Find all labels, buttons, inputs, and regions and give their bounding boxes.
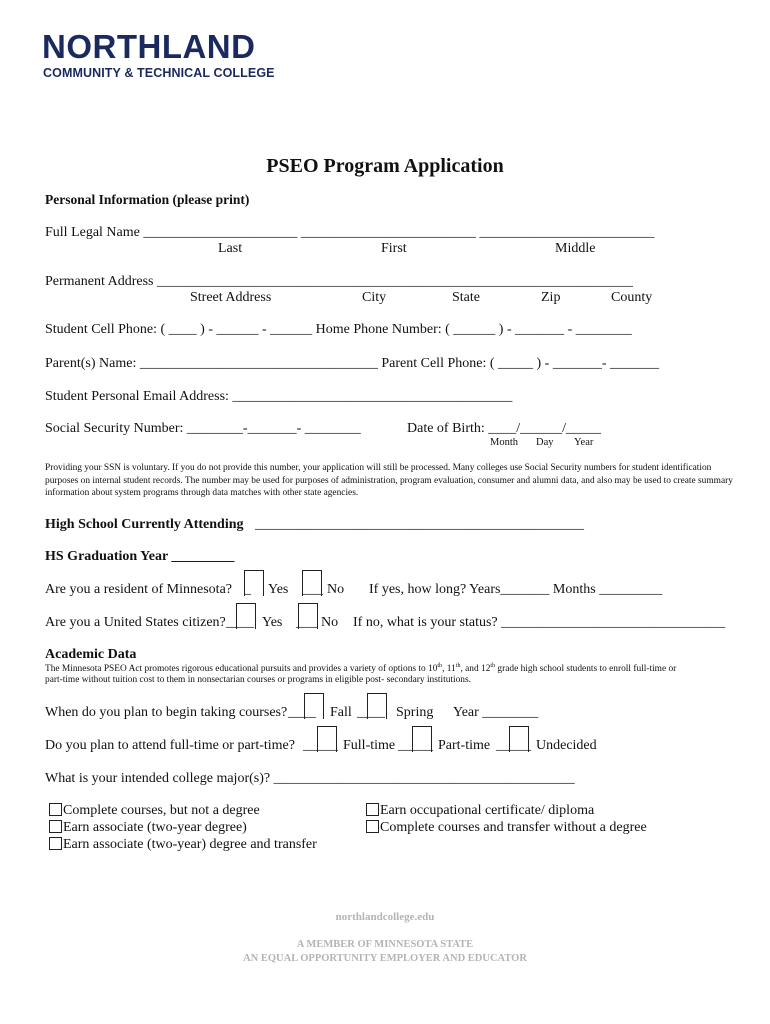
citizen-status-field[interactable]: If no, what is your status? ________________________________ <box>353 615 726 630</box>
resident-no-checkbox[interactable] <box>302 570 322 596</box>
goal-option[interactable]: Complete courses and transfer without a degree <box>366 820 647 836</box>
resident-question: Are you a resident of Minnesota? <box>45 582 232 597</box>
residency-length-field[interactable]: If yes, how long? Years_______ Months _________ <box>369 582 663 597</box>
dob-month-label: Month <box>490 437 519 448</box>
fall-checkbox[interactable] <box>304 693 324 719</box>
spring-label: Spring <box>396 705 434 720</box>
fall-label: Fall <box>330 705 352 720</box>
goal-option[interactable]: Earn associate (two-year) degree and transfer <box>49 837 317 853</box>
resident-no-label: No <box>327 582 345 597</box>
citizen-yes-label: Yes <box>262 615 283 630</box>
first-name-label: First <box>381 241 407 256</box>
city-label: City <box>362 290 387 305</box>
state-label: State <box>452 290 480 305</box>
academic-data-heading: Academic Data <box>45 647 137 662</box>
middle-name-label: Middle <box>555 241 596 256</box>
goal-checkbox[interactable] <box>366 803 379 816</box>
footer-eeo: AN EQUAL OPPORTUNITY EMPLOYER AND EDUCATOR <box>243 953 527 964</box>
goal-option[interactable]: Complete courses, but not a degree <box>49 803 260 819</box>
major-field[interactable]: What is your intended college major(s)? ___________________________________________ <box>45 771 575 786</box>
footer-website: northlandcollege.edu <box>335 911 435 923</box>
citizen-no-checkbox[interactable] <box>298 603 318 629</box>
academic-intro-line2: part-time without tuition cost to them in nonsectarian courses or programs in eligible post- secondary institutions. <box>45 675 471 685</box>
full-time-checkbox[interactable] <box>317 726 337 752</box>
part-time-label: Part-time <box>438 738 491 753</box>
resident-yes-checkbox[interactable] <box>244 570 264 596</box>
graduation-year-field[interactable]: HS Graduation Year _________ <box>45 549 235 564</box>
high-school-field[interactable]: _______________________________________________ <box>255 517 584 532</box>
parent-fields[interactable]: Parent(s) Name: __________________________________ Parent Cell Phone: ( _____ ) - _______- _______ <box>45 356 659 371</box>
start-year-field[interactable]: Year ________ <box>453 705 539 720</box>
part-time-checkbox[interactable] <box>412 726 432 752</box>
address-field[interactable]: Permanent Address ____________________________________________________________________ <box>45 274 633 289</box>
spring-checkbox[interactable] <box>367 693 387 719</box>
ssn-note: Providing your SSN is voluntary. If you do not provide this number, your application will still be processed. Many colleges use Social Security numbers for student identification purposes on internal student records. The number may be used for purposes of administration, program evaluation, consumer and alumni data, and also may be used to create summary information about system programs through data matches with other state agencies. <box>45 463 733 498</box>
goal-checkbox[interactable] <box>49 837 62 850</box>
zip-label: Zip <box>541 290 561 305</box>
citizen-yes-checkbox[interactable] <box>236 603 256 629</box>
goal-option[interactable]: Earn occupational certificate/ diploma <box>366 803 594 819</box>
personal-info-heading: Personal Information (please print) <box>45 192 250 207</box>
citizen-question: Are you a United States citizen? <box>45 615 226 630</box>
county-label: County <box>611 290 653 305</box>
goal-option[interactable]: Earn associate (two-year degree) <box>49 820 247 836</box>
last-name-label: Last <box>218 241 243 256</box>
dob-day-label: Day <box>536 437 554 448</box>
ssn-field[interactable]: Social Security Number: ________-_______- ________ <box>45 421 361 436</box>
attend-question: Do you plan to attend full-time or part-time? <box>45 738 295 753</box>
full-name-field[interactable]: Full Legal Name ______________________ _________________________ _________________________ <box>45 225 655 240</box>
phone-fields[interactable]: Student Cell Phone: ( ____ ) - ______ - ______ Home Phone Number: ( ______ ) - _______ - ________ <box>45 322 632 337</box>
email-field[interactable]: Student Personal Email Address: ________________________________________ <box>45 389 513 404</box>
resident-yes-label: Yes <box>268 582 289 597</box>
goal-checkbox[interactable] <box>49 803 62 816</box>
begin-courses-question: When do you plan to begin taking courses? <box>45 705 288 720</box>
college-logo-wordmark: NORTHLAND <box>42 28 256 65</box>
undecided-checkbox[interactable] <box>509 726 529 752</box>
academic-intro-line1: The Minnesota PSEO Act promotes rigorous educational pursuits and provides a variety of options to 10th, 11th, and 12th grade high school students to enroll full-time or <box>45 663 677 675</box>
goal-checkbox[interactable] <box>49 820 62 833</box>
college-logo-subtitle: COMMUNITY & TECHNICAL COLLEGE <box>43 66 275 80</box>
high-school-label: High School Currently Attending <box>45 517 244 532</box>
street-label: Street Address <box>190 290 272 305</box>
page-title: PSEO Program Application <box>266 155 504 177</box>
footer-member: A MEMBER OF MINNESOTA STATE <box>296 939 474 950</box>
undecided-label: Undecided <box>536 738 597 753</box>
goal-checkbox[interactable] <box>366 820 379 833</box>
citizen-no-label: No <box>321 615 339 630</box>
full-time-label: Full-time <box>343 738 396 753</box>
dob-year-label: Year <box>574 437 594 448</box>
dob-field[interactable]: Date of Birth: ____/______/_____ <box>407 421 602 436</box>
